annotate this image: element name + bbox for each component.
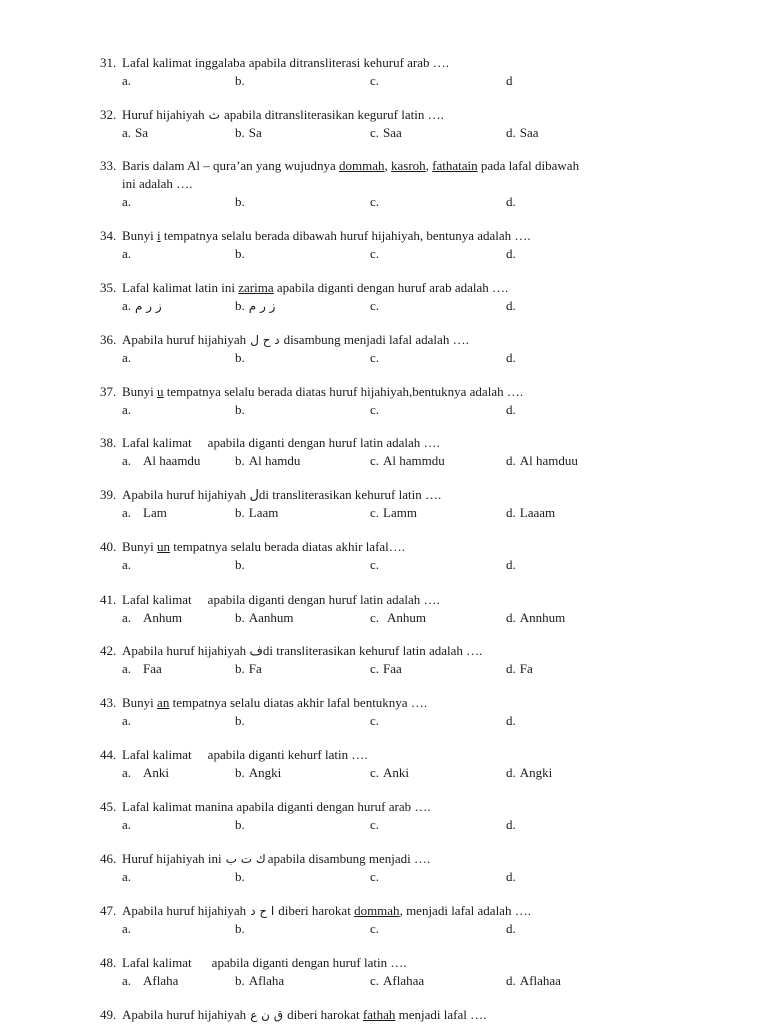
answer-options [100,609,700,626]
question-stem: 36. Apabila huruf hijahiyah د ح ل disambung menjadi lafal adalah …. [100,332,469,347]
question-stem: 44. Lafal kalimat apabila diganti kehurf latin …. [100,747,368,762]
option-c: c. [370,402,380,417]
arabic-letter: ث [208,108,220,122]
question-number: 45. [100,799,117,814]
question-number: 47. [100,903,117,918]
option-c: c. [370,73,380,88]
option-a: a. Lam [122,505,167,520]
option-d: d. [506,817,516,832]
question-stem: 37. Bunyi u tempatnya selalu berada diatas huruf hijahiyah,bentuknya adalah …. [100,384,524,399]
option-d: d. [506,194,516,209]
question-41 [100,591,700,626]
answer-options [100,297,700,314]
option-a: a. Anhum [122,610,183,625]
question-stem: 32. Huruf hijahiyah ث apabila ditransliterasikan keguruf latin …. [100,107,444,122]
option-a: a. Anki [122,765,170,780]
arabic-letters: د ح ل [250,333,280,347]
option-b: b. [235,921,245,936]
option-a: a. ز ر م [122,298,162,313]
option-b: b. [235,713,245,728]
option-b: b. [235,350,245,365]
answer-options [100,124,700,141]
question-45 [100,798,700,833]
question-44 [100,746,700,781]
option-d: d. Annhum [506,610,566,625]
option-a: a. [122,921,132,936]
option-c: c. [370,921,380,936]
question-38 [100,434,700,469]
option-c: c. Anki [370,765,410,780]
option-b: b. Al hamdu [235,453,301,468]
question-stem: 35. Lafal kalimat latin ini zarima apabila diganti dengan huruf arab adalah …. [100,280,509,295]
answer-options [100,401,700,418]
arabic-letter: ف [249,644,263,659]
question-number: 31. [100,55,117,70]
question-stem: 41. Lafal kalimat apabila diganti dengan huruf latin adalah …. [100,592,440,607]
question-number: 37. [100,384,117,399]
question-stem: 43. Bunyi an tempatnya selalu diatas akhir lafal bentuknya …. [100,695,428,710]
arabic-letters: ق ن ع [250,1008,284,1022]
option-a: a. [122,194,132,209]
option-b: b. Aanhum [235,610,294,625]
option-a: a. [122,557,132,572]
option-b: b. [235,869,245,884]
question-49 [100,1006,700,1024]
option-b: b. Angki [235,765,282,780]
option-a: a. [122,713,132,728]
option-d: d. Saa [506,125,539,140]
option-a: a. Aflaha [122,973,179,988]
question-39 [100,486,700,521]
answer-options [100,72,700,89]
question-43 [100,694,700,729]
option-b: b. Sa [235,125,262,140]
option-d: d. [506,298,516,313]
option-d: d. [506,921,516,936]
question-stem: 49. Apabila huruf hijahiyah ق ن ع diberi harokat fathah menjadi lafal …. [100,1007,487,1022]
question-stem [100,54,700,72]
question-32 [100,106,700,141]
question-number: 49. [100,1007,117,1022]
option-d: d. [506,246,516,261]
option-c: c. Saa [370,125,402,140]
answer-options [100,920,700,937]
question-number: 48. [100,955,117,970]
question-stem: 47. Apabila huruf hijahiyah ا ح د diberi harokat dommah, menjadi lafal adalah …. [100,903,531,918]
option-d: d. [506,350,516,365]
question-number: 44. [100,747,117,762]
option-a: a. [122,350,132,365]
option-c: c. [370,246,380,261]
question-stem: 39. Apabila huruf hijahiyah لdi transliterasikan kehuruf latin …. [100,487,442,503]
option-b: b. ز ر م [235,298,276,313]
question-48 [100,954,700,989]
question-37 [100,383,700,418]
arabic-letters: ا ح د [250,904,275,918]
question-number: 42. [100,643,117,658]
question-stem: 34. Bunyi i tempatnya selalu berada dibawah huruf hijahiyah, bentunya adalah …. [100,228,531,243]
question-stem: 48. Lafal kalimat apabila diganti dengan huruf latin …. [100,955,407,970]
option-d: d. Angki [506,765,553,780]
question-number: 41. [100,592,117,607]
option-a: a. Al haamdu [122,453,201,468]
question-stem: 38. Lafal kalimat apabila diganti dengan huruf latin adalah …. [100,435,440,450]
question-stem: 33. Baris dalam Al – qura’an yang wujudnya dommah, kasroh, fathatain pada lafal dibawah [100,158,580,173]
option-d: d. [506,557,516,572]
option-d: d. [506,402,516,417]
answer-options [100,504,700,521]
answer-options [100,712,700,729]
question-number: 34. [100,228,117,243]
option-c: c. [370,817,380,832]
option-b: b. [235,402,245,417]
answer-options [100,349,700,366]
question-number: 39. [100,487,117,502]
question-31 [100,54,700,89]
question-34 [100,227,700,262]
option-b: b. [235,73,245,88]
option-a: a. [122,817,132,832]
option-c: c. [370,557,380,572]
option-b: b. Aflaha [235,973,285,988]
stem-continuation: ini adalah …. [122,176,193,191]
question-42 [100,642,700,677]
question-number: 43. [100,695,117,710]
question-number: 32. [100,107,117,122]
option-d: d. Fa [506,661,533,676]
answer-options [100,868,700,885]
question-40 [100,538,700,573]
question-number: 36. [100,332,117,347]
option-c: c. [370,713,380,728]
option-c: c. Faa [370,661,402,676]
question-36 [100,331,700,366]
question-stem: 40. Bunyi un tempatnya selalu berada diatas akhir lafal…. [100,539,406,554]
option-c: c. [370,869,380,884]
question-number: 46. [100,851,117,866]
question-number: 33. [100,158,117,173]
option-d: d. Aflahaa [506,973,561,988]
answer-options [100,972,700,989]
option-a: a. [122,869,132,884]
question-47 [100,902,700,937]
option-b: b. Laam [235,505,279,520]
option-c: c. Anhum [370,610,427,625]
answer-options [100,452,700,469]
answer-options [100,556,700,573]
arabic-letters: ك ت ب [225,852,266,866]
option-b: b. [235,817,245,832]
arabic-letter: ل [249,488,259,503]
option-d: d. [506,869,516,884]
option-a: a. [122,402,132,417]
option-d: d. [506,713,516,728]
option-a: a. Faa [122,661,162,676]
option-a: a. [122,73,132,88]
answer-options [100,660,700,677]
option-a: a. Sa [122,125,149,140]
answer-options [100,764,700,781]
question-stem: 46. Huruf hijahiyah ini ك ت ب apabila disambung menjadi …. [100,851,431,866]
option-a: a. [122,246,132,261]
option-b: b. Fa [235,661,262,676]
option-c: c. Lamm [370,505,417,520]
option-c: c. Al hammdu [370,453,445,468]
question-33 [100,157,700,210]
stem-text: Lafal kalimat inggalaba apabila ditransliterasi kehuruf arab …. [122,55,450,70]
option-c: c. [370,350,380,365]
answer-options [100,245,700,262]
answer-options [100,816,700,833]
option-b: b. [235,557,245,572]
option-d: d. Laaam [506,505,556,520]
answer-options [100,193,700,210]
question-stem: 45. Lafal kalimat manina apabila diganti dengan huruf arab …. [100,799,431,814]
option-c: c. [370,194,380,209]
question-35 [100,279,700,314]
option-d: d. Al hamduu [506,453,578,468]
option-c: c. [370,298,380,313]
question-46 [100,850,700,885]
question-number: 38. [100,435,117,450]
question-number: 40. [100,539,117,554]
question-stem: 42. Apabila huruf hijahiyah فdi transliterasikan kehuruf latin adalah …. [100,643,483,659]
question-number: 35. [100,280,117,295]
option-b: b. [235,194,245,209]
option-d: d [506,73,513,88]
option-b: b. [235,246,245,261]
option-c: c. Aflahaa [370,973,425,988]
